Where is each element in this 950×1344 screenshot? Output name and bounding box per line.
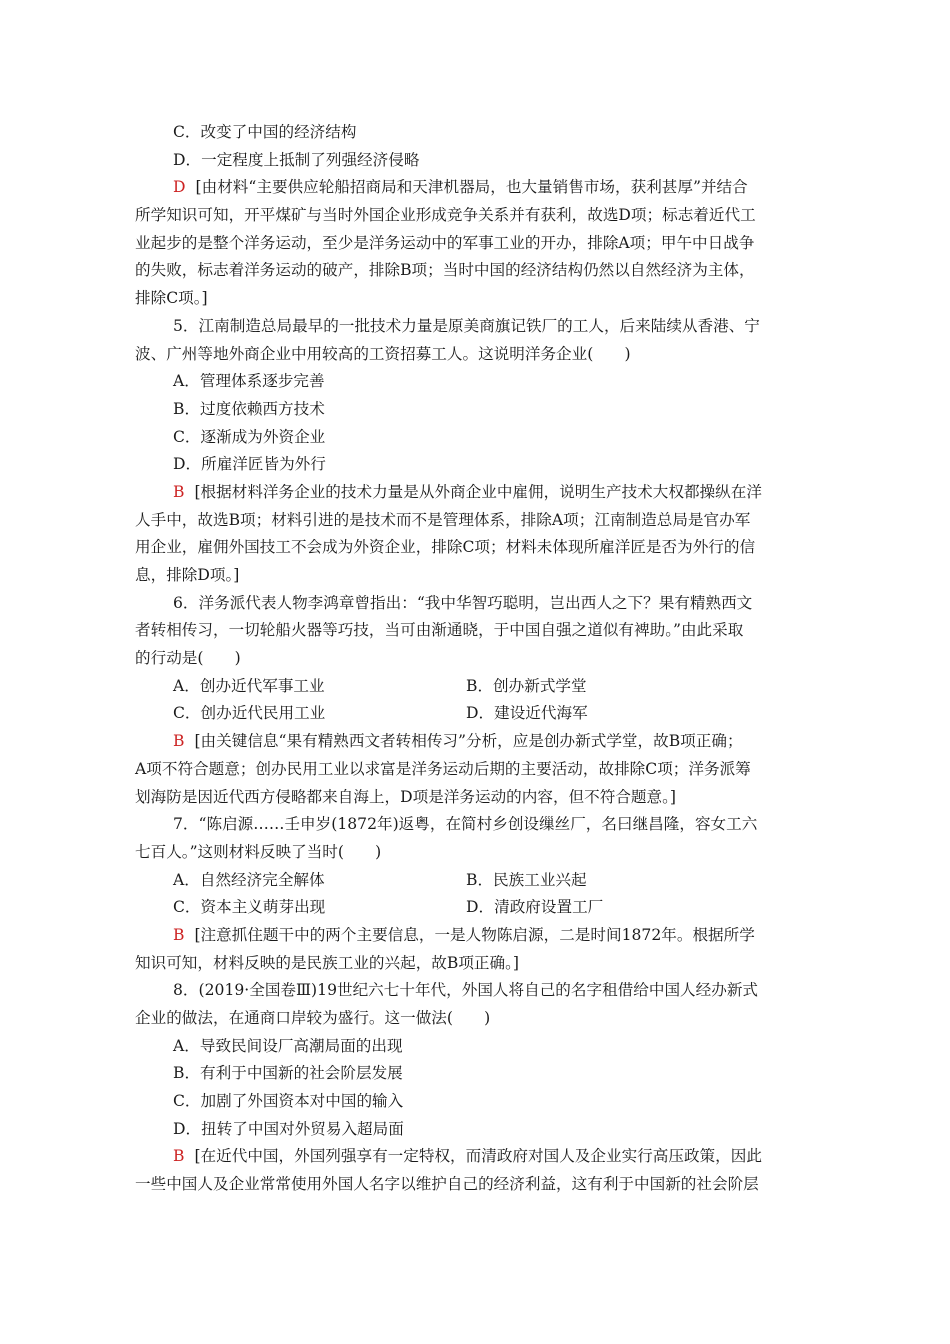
option-text: C．改变了中国的经济结构 bbox=[173, 123, 357, 141]
option-text: B．民族工业兴起 bbox=[466, 870, 587, 889]
option-text: B．有利于中国新的社会阶层发展 bbox=[173, 1064, 403, 1083]
answer-key: D bbox=[173, 178, 186, 197]
text-line: 知识可知，材料反映的是民族工业的兴起，故B项正确。] bbox=[135, 953, 519, 972]
option-text: B．创办新式学堂 bbox=[466, 676, 587, 695]
text-line: 所学知识可知，开平煤矿与当时外国企业形成竞争关系并有获利，故选D项；标志着近代工 bbox=[135, 206, 756, 225]
answer-key: B bbox=[173, 732, 185, 751]
document-body bbox=[135, 119, 815, 1199]
answer-key: B bbox=[173, 925, 185, 944]
text-line: 业起步的是整个洋务运动，至少是洋务运动中的军事工业的开办，排除A项；甲午中日战争 bbox=[135, 233, 755, 252]
option-text: D．清政府设置工厂 bbox=[466, 898, 604, 917]
option-text: A．管理体系逐步完善 bbox=[173, 372, 325, 391]
text-line: A项不符合题意；创办民用工业以求富是洋务运动后期的主要活动，故排除C项；洋务派筹 bbox=[135, 759, 751, 778]
option-text: D．一定程度上抵制了列强经济侵略 bbox=[173, 150, 420, 169]
question-stem: 6．洋务派代表人物李鸿章曾指出：“我中华智巧聪明，岂出西人之下？果有精熟西文 bbox=[173, 593, 753, 612]
answer-explanation: [在近代中国，外国列强享有一定特权，而清政府对国人及企业实行高压政策，因此 bbox=[194, 1147, 762, 1166]
question-stem: 5．江南制造总局最早的一批技术力量是原美商旗记铁厂的工人，后来陆续从香港、宁 bbox=[173, 316, 760, 335]
text-line: 的失败，标志着洋务运动的破产，排除B项；当时中国的经济结构仍然以自然经济为主体， bbox=[135, 261, 755, 280]
option-text: A．创办近代军事工业 bbox=[173, 676, 325, 695]
answer-explanation: [注意抓住题干中的两个主要信息，一是人物陈启源，二是时间1872年。根据所学 bbox=[194, 925, 755, 944]
option-text: B．过度依赖西方技术 bbox=[173, 399, 325, 418]
option-text: C．加剧了外国资本对中国的输入 bbox=[173, 1092, 404, 1111]
text-line: 人手中，故选B项；材料引进的是技术而不是管理体系，排除A项；江南制造总局是官办军 bbox=[135, 510, 751, 529]
text-line: 的行动是( ) bbox=[135, 649, 241, 668]
option-text: A．导致民间设厂高潮局面的出现 bbox=[173, 1036, 403, 1055]
answer-line bbox=[135, 479, 815, 507]
text-line: 用企业，雇佣外国技工不会成为外资企业，排除C项；材料未体现所雇洋匠是否为外行的信 bbox=[135, 538, 756, 557]
answer-key: B bbox=[173, 482, 185, 501]
text-line: 划海防是因近代西方侵略都来自海上，D项是洋务运动的内容，但不符合题意。] bbox=[135, 787, 676, 806]
text-line: 七百人。”这则材料反映了当时( ) bbox=[135, 842, 382, 861]
answer-key: B bbox=[173, 1147, 185, 1166]
option-text: D．扭转了中国对外贸易入超局面 bbox=[173, 1119, 404, 1138]
text-line: 排除C项。] bbox=[135, 289, 208, 308]
answer-explanation: [由材料“主要供应轮船招商局和天津机器局，也大量销售市场，获利甚厚”并结合 bbox=[195, 178, 748, 197]
option-text: A．自然经济完全解体 bbox=[173, 870, 325, 889]
text-line: 波、广州等地外商企业中用较高的工资招募工人。这说明洋务企业( ) bbox=[135, 344, 631, 363]
option-text: D．建设近代海军 bbox=[466, 704, 588, 723]
option-row bbox=[135, 894, 815, 922]
option-text: C．逐渐成为外资企业 bbox=[173, 427, 326, 446]
option-row bbox=[135, 700, 815, 728]
question-stem: 7．“陈启源……壬申岁(1872年)返粤，在简村乡创设缫丝厂，名曰继昌隆，容女工六 bbox=[173, 815, 758, 834]
text-line: 一些中国人及企业常常使用外国人名字以维护自己的经济利益，这有利于中国新的社会阶层 bbox=[135, 1175, 759, 1194]
option-text: D．所雇洋匠皆为外行 bbox=[173, 455, 326, 474]
answer-explanation: [根据材料洋务企业的技术力量是从外商企业中雇佣，说明生产技术大权都操纵在洋 bbox=[194, 482, 762, 501]
answer-line bbox=[135, 922, 815, 950]
text-line: 者转相传习，一切轮船火器等巧技，当可由渐通晓，于中国自强之道似有裨助。”由此采取 bbox=[135, 621, 744, 640]
option-row bbox=[135, 867, 815, 895]
text-line: 息，排除D项。] bbox=[135, 566, 240, 584]
option-row bbox=[135, 673, 815, 701]
question-stem: 8．(2019·全国卷Ⅲ)19世纪六七十年代，外国人将自己的名字租借给中国人经办新式 bbox=[173, 981, 759, 1000]
answer-line bbox=[135, 174, 815, 202]
option-text: C．资本主义萌芽出现 bbox=[173, 898, 326, 917]
text-line: 企业的做法，在通商口岸较为盛行。这一做法( ) bbox=[135, 1009, 491, 1027]
answer-explanation: [由关键信息“果有精熟西文者转相传习”分析，应是创办新式学堂，故B项正确； bbox=[194, 732, 743, 751]
answer-line bbox=[135, 1143, 815, 1171]
answer-line bbox=[135, 728, 815, 756]
option-text: C．创办近代民用工业 bbox=[173, 704, 326, 723]
